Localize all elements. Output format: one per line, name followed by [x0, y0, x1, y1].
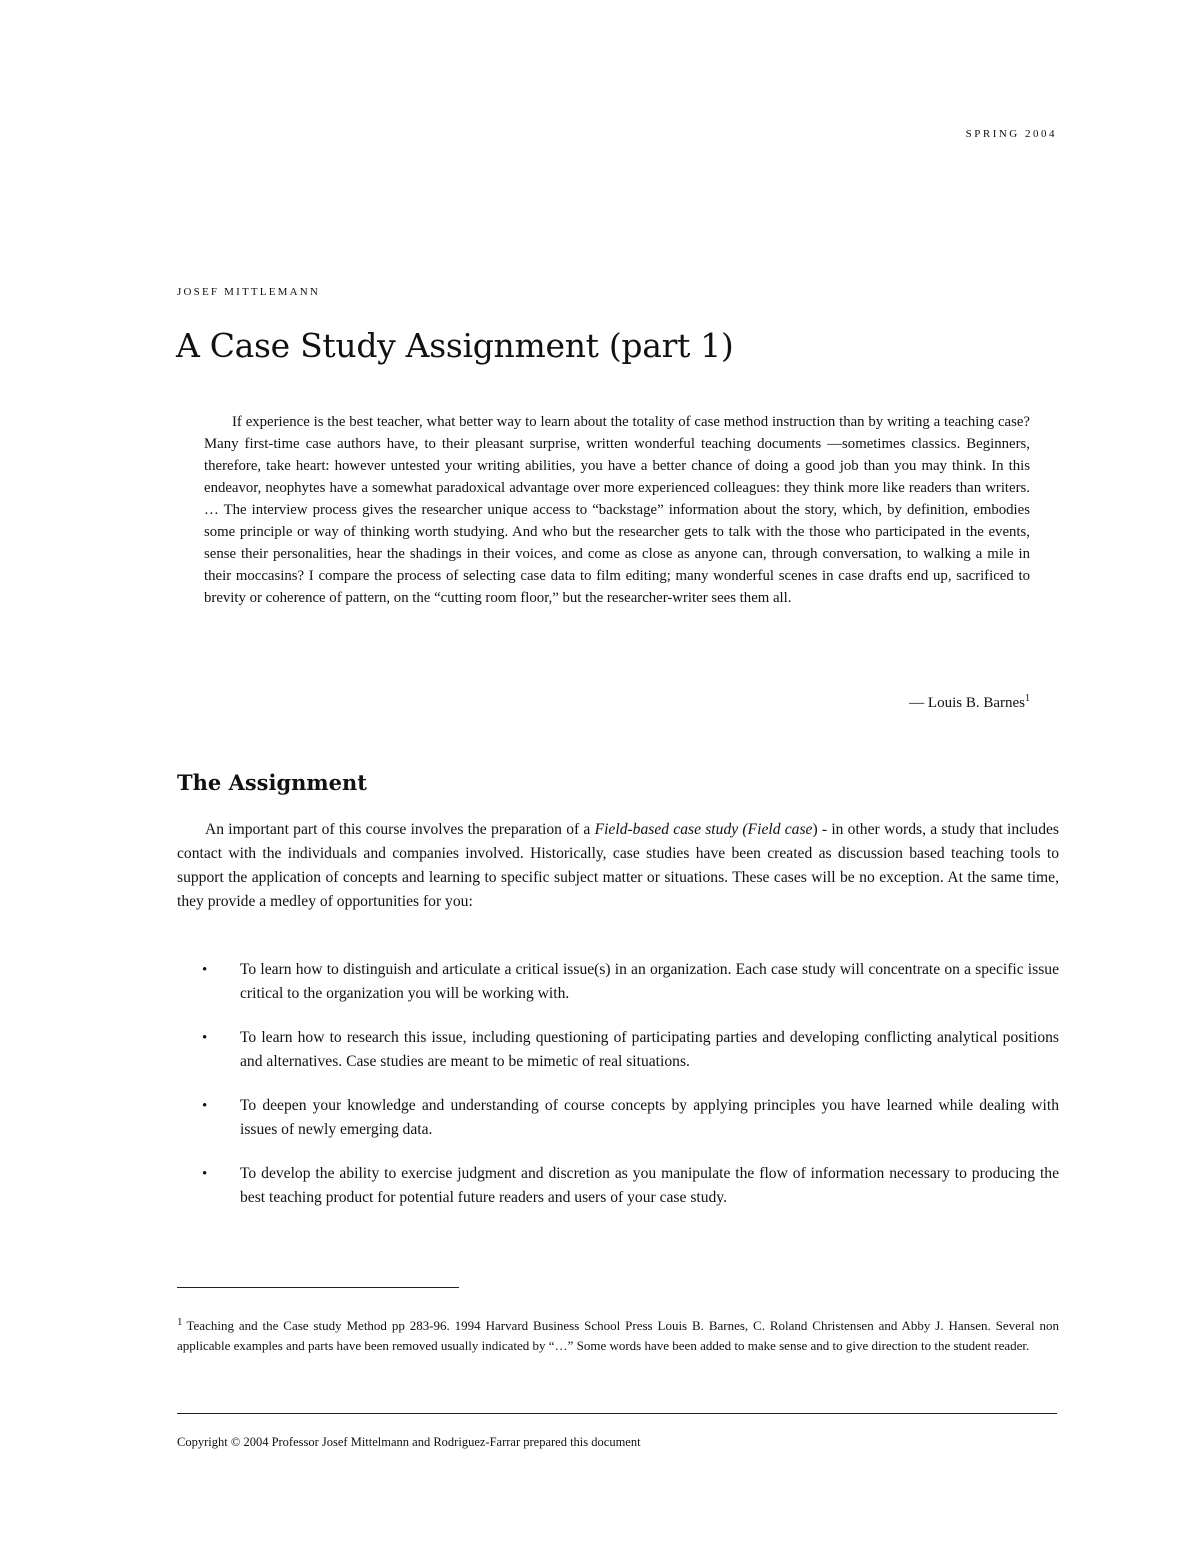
list-item-text: To deepen your knowledge and understanding of course concepts by applying principles you have learned while dealing with issues of newly emerging data.	[240, 1097, 1059, 1138]
footnote-reference[interactable]: 1	[1025, 693, 1030, 704]
list-item	[177, 958, 1059, 1006]
footnote-marker: 1	[177, 1316, 183, 1328]
list-item	[177, 1162, 1059, 1210]
list-item	[177, 1026, 1059, 1074]
opportunities-list	[177, 958, 1059, 1230]
intro-paragraph	[177, 818, 1059, 914]
section-heading: The Assignment	[177, 770, 367, 795]
intro-text-end: ) - in other words, a study that includes contact with the individuals and companies involved. Historically, case studies have been created as discussion based teaching tools to support the application of concepts and learning to specific subject matter or situations. These cases will be no exception. At the same time, they provide a medley of opportunities for you:	[177, 821, 1059, 910]
bullet-icon: •	[202, 962, 208, 978]
footnote-divider	[177, 1287, 459, 1288]
footnote-text: Teaching and the Case study Method pp 283-96. 1994 Harvard Business School Press Louis B. Barnes, C. Roland Christensen and Abby J. Hansen. Several non applicable examples and parts have been removed usually indicated by “…” Some words have been added to make sense and to give direction to the student reader.	[177, 1318, 1059, 1353]
list-item-text: To learn how to research this issue, including questioning of participating parties and developing conflicting analytical positions and alternatives. Case studies are meant to be mimetic of real situations.	[240, 1029, 1059, 1070]
epigraph-quote: If experience is the best teacher, what better way to learn about the totality of case method instruction than by writing a teaching case? Many first-time case authors have, to their pleasant surprise, written wonderful teaching documents —sometimes classics. Beginners, therefore, take heart: however untested your writing abilities, you have a better chance of doing a good job than you may think. In this endeavor, neophytes have a somewhat paradoxical advantage over more experienced colleagues: they think more like readers than writers. … The interview process gives the researcher unique access to “backstage” information about the story, which, by definition, embodies some principle or way of thinking worth studying. And who but the researcher gets to talk with the those who participated in the events, sense their personalities, hear the shadings in their voices, and come as close as anyone can, through conversation, to walking a mile in their moccasins? I compare the process of selecting case data to film editing; many wonderful scenes in case drafts end up, sacrificed to brevity or coherence of pattern, on the “cutting room floor,” but the researcher-writer sees them all.	[204, 414, 1030, 606]
running-head: SPRING 2004	[965, 128, 1057, 140]
intro-text-start: An important part of this course involves the preparation of a	[205, 821, 595, 838]
intro-emphasis: Field-based case study (Field case	[594, 821, 813, 838]
quote-attribution	[909, 693, 1030, 712]
document-title: A Case Study Assignment (part 1)	[176, 326, 734, 365]
list-item-text: To develop the ability to exercise judgment and discretion as you manipulate the flow of information necessary to producing the best teaching product for potential future readers and users of your case study.	[240, 1165, 1059, 1206]
copyright-notice: Copyright © 2004 Professor Josef Mittelmann and Rodriguez-Farrar prepared this document	[177, 1435, 641, 1449]
footer-divider	[177, 1413, 1057, 1414]
attribution-text: — Louis B. Barnes	[909, 695, 1025, 711]
footnote	[177, 1312, 1059, 1356]
bullet-icon: •	[202, 1030, 208, 1046]
author-name: JOSEF MITTLEMANN	[177, 286, 321, 298]
list-item-text: To learn how to distinguish and articulate a critical issue(s) in an organization. Each case study will concentrate on a specific issue critical to the organization you will be working with.	[240, 961, 1059, 1002]
list-item	[177, 1094, 1059, 1142]
bullet-icon: •	[202, 1166, 208, 1182]
bullet-icon: •	[202, 1098, 208, 1114]
